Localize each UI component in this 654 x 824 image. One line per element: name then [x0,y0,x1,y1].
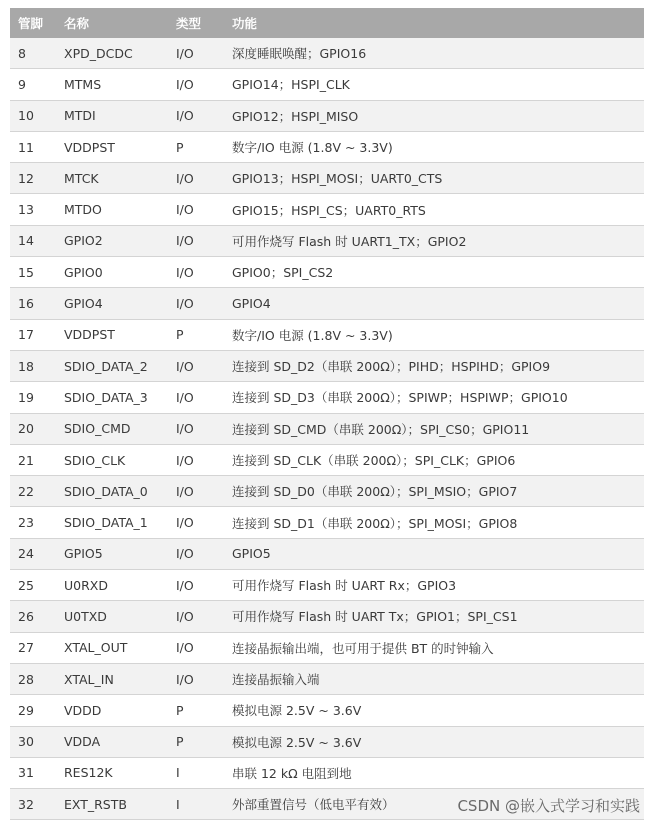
pin-cell: 22 [10,476,56,507]
name-cell: GPIO5 [56,538,168,569]
name-cell: U0RXD [56,570,168,601]
table-row [10,570,644,601]
name-cell: GPIO0 [56,257,168,288]
header-name: 名称 [56,8,168,38]
pin-cell: 25 [10,570,56,601]
function-cell: GPIO14；HSPI_CLK [224,69,644,100]
name-cell: GPIO4 [56,288,168,319]
pin-cell: 16 [10,288,56,319]
name-cell: EXT_RSTB [56,789,168,820]
name-cell: SDIO_CLK [56,444,168,475]
type-cell: I/O [168,601,224,632]
table-row [10,69,644,100]
table-row [10,726,644,757]
name-cell: VDDD [56,695,168,726]
pin-cell: 30 [10,726,56,757]
pin-cell: 23 [10,507,56,538]
table-row [10,288,644,319]
function-cell: 连接到 SD_D0（串联 200Ω）；SPI_MSIO；GPIO7 [224,476,644,507]
function-cell: 串联 12 kΩ 电阻到地 [224,757,644,788]
table-row [10,257,644,288]
function-cell: 可用作烧写 Flash 时 UART1_TX；GPIO2 [224,225,644,256]
function-cell: 可用作烧写 Flash 时 UART Tx；GPIO1；SPI_CS1 [224,601,644,632]
pin-cell: 29 [10,695,56,726]
type-cell: I/O [168,288,224,319]
type-cell: P [168,726,224,757]
type-cell: I/O [168,163,224,194]
pin-cell: 21 [10,444,56,475]
name-cell: SDIO_DATA_2 [56,350,168,381]
name-cell: MTCK [56,163,168,194]
function-cell: 连接到 SD_D3（串联 200Ω）；SPIWP；HSPIWP；GPIO10 [224,382,644,413]
table-row [10,695,644,726]
pin-cell: 32 [10,789,56,820]
function-cell: 数字/IO 电源 (1.8V ~ 3.3V) [224,319,644,350]
pin-cell: 14 [10,225,56,256]
function-cell: GPIO4 [224,288,644,319]
type-cell: I/O [168,69,224,100]
table-row [10,538,644,569]
table-row [10,350,644,381]
name-cell: MTDO [56,194,168,225]
type-cell: I [168,789,224,820]
pin-cell: 10 [10,100,56,131]
type-cell: I/O [168,476,224,507]
type-cell: I/O [168,538,224,569]
pin-cell: 17 [10,319,56,350]
type-cell: I [168,757,224,788]
name-cell: VDDPST [56,131,168,162]
table-row [10,507,644,538]
name-cell: VDDPST [56,319,168,350]
type-cell: P [168,131,224,162]
table-row [10,100,644,131]
table-row [10,225,644,256]
type-cell: I/O [168,350,224,381]
table-row [10,632,644,663]
table-row [10,319,644,350]
type-cell: I/O [168,507,224,538]
table-row [10,444,644,475]
name-cell: XPD_DCDC [56,38,168,69]
function-cell: GPIO15；HSPI_CS；UART0_RTS [224,194,644,225]
table-row [10,194,644,225]
table-row [10,38,644,69]
table-row [10,163,644,194]
type-cell: I/O [168,663,224,694]
type-cell: I/O [168,257,224,288]
function-cell: 连接到 SD_CLK（串联 200Ω）；SPI_CLK；GPIO6 [224,444,644,475]
name-cell: MTDI [56,100,168,131]
function-cell: 连接到 SD_D2（串联 200Ω）；PIHD；HSPIHD；GPIO9 [224,350,644,381]
pin-cell: 12 [10,163,56,194]
type-cell: I/O [168,413,224,444]
pin-cell: 27 [10,632,56,663]
function-cell: 模拟电源 2.5V ~ 3.6V [224,695,644,726]
function-cell: GPIO0；SPI_CS2 [224,257,644,288]
function-cell: GPIO13；HSPI_MOSI；UART0_CTS [224,163,644,194]
pin-cell: 20 [10,413,56,444]
pin-cell: 8 [10,38,56,69]
name-cell: SDIO_CMD [56,413,168,444]
type-cell: I/O [168,632,224,663]
name-cell: SDIO_DATA_3 [56,382,168,413]
table-row [10,382,644,413]
pin-cell: 11 [10,131,56,162]
function-cell: 外部重置信号（低电平有效） [224,789,644,820]
pin-cell: 18 [10,350,56,381]
table-row [10,663,644,694]
header-pin: 管脚 [10,8,56,38]
function-cell: 连接晶振输入端 [224,663,644,694]
name-cell: SDIO_DATA_0 [56,476,168,507]
type-cell: I/O [168,38,224,69]
type-cell: I/O [168,382,224,413]
table-header-row [10,8,644,38]
type-cell: I/O [168,444,224,475]
pin-table [10,8,644,820]
function-cell: GPIO5 [224,538,644,569]
header-function: 功能 [224,8,644,38]
function-cell: GPIO12；HSPI_MISO [224,100,644,131]
function-cell: 连接到 SD_CMD（串联 200Ω）；SPI_CS0；GPIO11 [224,413,644,444]
name-cell: SDIO_DATA_1 [56,507,168,538]
function-cell: 深度睡眠唤醒；GPIO16 [224,38,644,69]
name-cell: XTAL_IN [56,663,168,694]
type-cell: P [168,319,224,350]
pin-cell: 19 [10,382,56,413]
table-row [10,757,644,788]
pin-cell: 9 [10,69,56,100]
type-cell: I/O [168,100,224,131]
pin-cell: 13 [10,194,56,225]
function-cell: 连接晶振输出端，也可用于提供 BT 的时钟输入 [224,632,644,663]
function-cell: 连接到 SD_D1（串联 200Ω）；SPI_MOSI；GPIO8 [224,507,644,538]
function-cell: 可用作烧写 Flash 时 UART Rx；GPIO3 [224,570,644,601]
pin-cell: 24 [10,538,56,569]
function-cell: 模拟电源 2.5V ~ 3.6V [224,726,644,757]
table-row [10,131,644,162]
name-cell: MTMS [56,69,168,100]
pin-cell: 28 [10,663,56,694]
name-cell: GPIO2 [56,225,168,256]
type-cell: I/O [168,194,224,225]
type-cell: P [168,695,224,726]
watermark: CSDN @嵌入式学习和实践 [457,797,640,815]
pin-cell: 26 [10,601,56,632]
table-row [10,476,644,507]
table-row [10,601,644,632]
pin-cell: 31 [10,757,56,788]
name-cell: RES12K [56,757,168,788]
pin-cell: 15 [10,257,56,288]
name-cell: XTAL_OUT [56,632,168,663]
name-cell: VDDA [56,726,168,757]
table-row [10,413,644,444]
header-type: 类型 [168,8,224,38]
type-cell: I/O [168,225,224,256]
type-cell: I/O [168,570,224,601]
function-cell: 数字/IO 电源 (1.8V ~ 3.3V) [224,131,644,162]
name-cell: U0TXD [56,601,168,632]
